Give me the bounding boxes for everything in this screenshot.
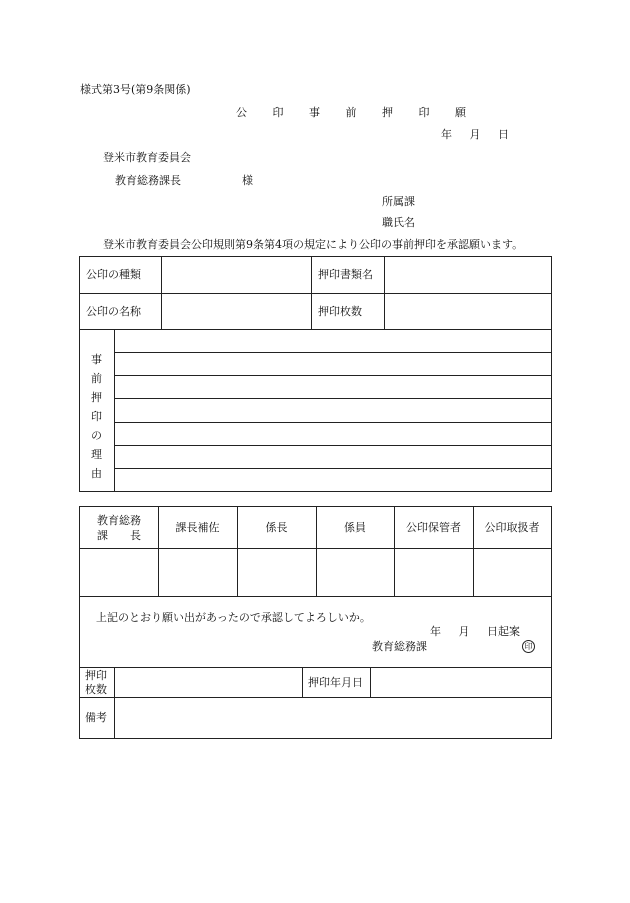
seal-type-label: 公印の種類 bbox=[86, 268, 141, 281]
reason-label-char: 印 bbox=[91, 410, 102, 423]
request-text: 登米市教育委員会公印規則第9条第4項の規定により公印の事前押印を承認願います。 bbox=[103, 238, 524, 251]
draft-dept: 教育総務課 bbox=[372, 640, 427, 653]
seal-name-label: 公印の名称 bbox=[86, 305, 141, 318]
seal-date-label: 押印年月日 bbox=[308, 676, 363, 689]
header-director-line2: 課 長 bbox=[97, 529, 141, 542]
header-assistant-director: 課長補佐 bbox=[175, 521, 220, 534]
date-line: 年 月 日 bbox=[441, 128, 509, 141]
approval-table bbox=[79, 506, 552, 739]
header-seal-handler: 公印取扱者 bbox=[484, 521, 540, 534]
remarks-label: 備考 bbox=[85, 711, 107, 724]
draft-text: 上記のとおり願い出があったので承認してよろしいか。 bbox=[96, 611, 371, 624]
header-chief: 係長 bbox=[265, 521, 288, 534]
addressee-org: 登米市教育委員会 bbox=[103, 151, 191, 164]
request-table bbox=[79, 256, 552, 492]
form-number: 様式第3号(第9条関係) bbox=[80, 83, 191, 96]
page-title: 公 印 事 前 押 印 願 bbox=[236, 106, 477, 119]
addressee-person: 教育総務課長 bbox=[115, 174, 181, 187]
reason-label-char: 理 bbox=[91, 448, 102, 461]
reason-label-char: の bbox=[91, 429, 102, 442]
reason-label-char: 事 bbox=[91, 353, 102, 366]
seal-mark-icon: 印 bbox=[522, 640, 535, 653]
draft-date-line: 年 月 日起案 bbox=[430, 625, 520, 638]
count-label: 押印枚数 bbox=[318, 305, 362, 318]
doc-type-label: 押印書類名 bbox=[318, 268, 373, 281]
reason-label-char: 前 bbox=[91, 372, 102, 385]
seal-count-label-line2: 枚数 bbox=[85, 683, 107, 696]
reason-label-char: 由 bbox=[91, 467, 102, 480]
reason-label-char: 押 bbox=[91, 391, 102, 404]
header-seal-keeper: 公印保管者 bbox=[406, 521, 461, 534]
applicant-dept-label: 所属課 bbox=[382, 195, 415, 208]
header-staff: 係員 bbox=[344, 521, 366, 534]
applicant-name-label: 職氏名 bbox=[382, 216, 415, 229]
addressee-honorific: 様 bbox=[242, 174, 253, 187]
seal-count-label-line1: 押印 bbox=[85, 669, 107, 682]
header-director-line1: 教育総務 bbox=[97, 514, 141, 527]
